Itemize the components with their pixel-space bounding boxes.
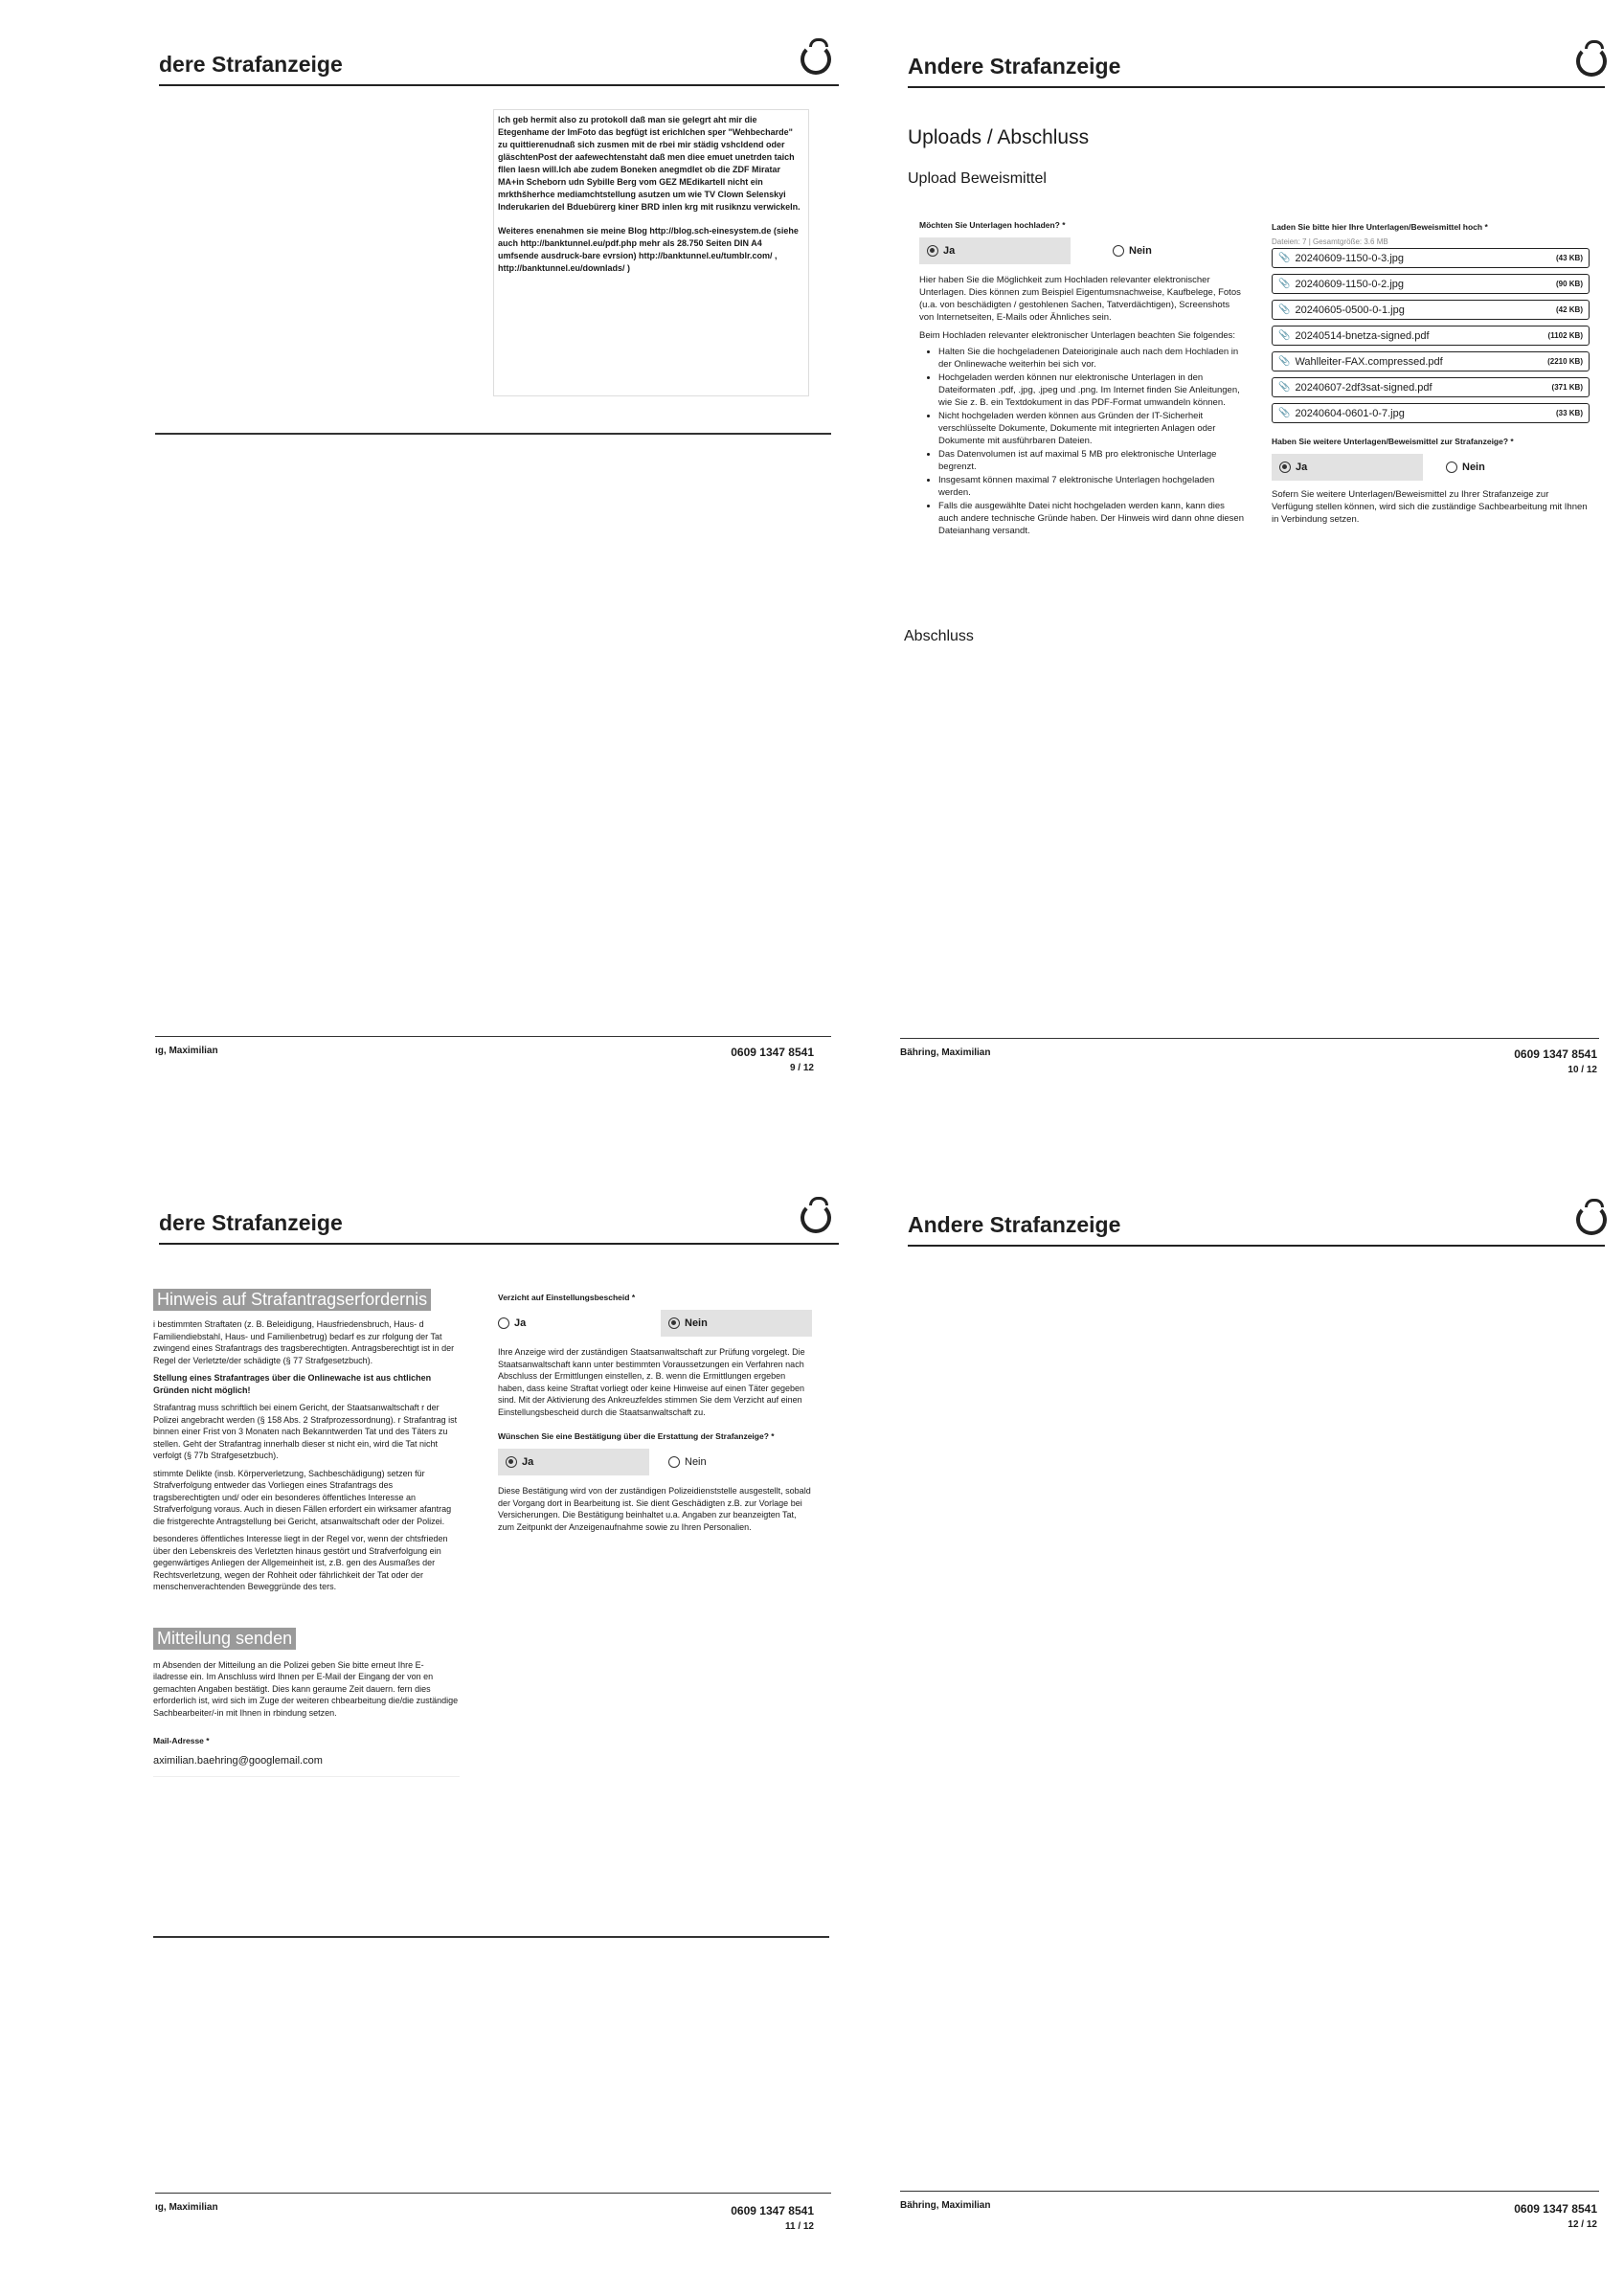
option-label: Ja	[1296, 461, 1308, 473]
footer-number: 0609 1347 8541	[731, 1046, 814, 1059]
file-name: Wahlleiter-FAX.compressed.pdf	[1295, 355, 1443, 368]
blog-reference: Weiteres enenahmen sie meine Blog http://blog.sch-einesystem.de (siehe auch http://banktunnel.eu/pdf.php mehr als 28.750 Seiten DIN A4 umfsende ausdruck-bare evrsion) http://banktunnel.eu/tumblr.com/ , http://banktunnel.eu/downlads/ )	[498, 226, 799, 273]
left-column	[153, 1289, 460, 1777]
more-evidence-label: Haben Sie weitere Unterlagen/Beweismittel zur Strafanzeige? *	[1272, 437, 1514, 446]
file-size: (2210 KB)	[1547, 357, 1583, 366]
paperclip-icon: 📎	[1278, 304, 1291, 315]
page-title: Andere Strafanzeige	[908, 54, 1121, 79]
footer-number: 0609 1347 8541	[1514, 1047, 1597, 1061]
list-item: • Das Datenvolumen ist auf maximal 5 MB pro elektronische Unterlage begrenzt.	[938, 448, 1245, 473]
paperclip-icon: 📎	[1278, 253, 1291, 263]
paperclip-icon: 📎	[1278, 356, 1291, 367]
mitteilung-heading: Mitteilung senden	[153, 1628, 296, 1650]
paperclip-icon: 📎	[1278, 382, 1291, 393]
header-divider	[159, 1243, 839, 1245]
footer-name: Bähring, Maximilian	[900, 2200, 991, 2211]
more-yes-option[interactable]	[1272, 454, 1423, 481]
option-label: Ja	[514, 1317, 527, 1329]
footer-name: Bähring, Maximilian	[900, 1047, 991, 1058]
subsection-heading: Upload Beweismittel	[908, 170, 1047, 187]
radio-empty-icon	[1446, 461, 1457, 473]
section-divider	[153, 1936, 829, 1938]
file-name: 20240514-bnetza-signed.pdf	[1295, 329, 1430, 342]
list-item: • Halten Sie die hochgeladenen Dateioriginale auch nach dem Hochladen in der Onlinewache weiterhin bei sich vor.	[938, 346, 1245, 371]
uploaded-file-row[interactable]	[1272, 248, 1590, 268]
radio-checked-icon	[668, 1317, 680, 1329]
file-list	[1272, 248, 1590, 423]
footer-divider	[900, 2191, 1599, 2192]
file-name: 20240609-1150-0-2.jpg	[1295, 278, 1405, 290]
uploaded-file-row[interactable]	[1272, 274, 1590, 294]
upload-yes-option[interactable]	[919, 237, 1071, 264]
abschluss-heading: Abschluss	[904, 628, 974, 644]
footer-divider	[900, 1038, 1599, 1039]
uploaded-file-row[interactable]	[1272, 326, 1590, 346]
file-size: (1102 KB)	[1547, 331, 1583, 340]
radio-checked-icon	[506, 1456, 517, 1468]
hinweis-paragraph: stimmte Delikte (insb. Körperverletzung, Sachbeschädigung) setzen für Strafverfolgung entweder das Vorliegen eines Strafantrags des tragsberechtigten und/ oder ein besonderes öffentliches Interesse an Strafverfolgung voraus. Auch in diesen Fällen erfordert ein wirksamer afantrag die fristgerechte Antragstellung bei Gericht, atsanwaltschaft oder der Polizei.	[153, 1468, 452, 1526]
more-no-option[interactable]	[1446, 461, 1485, 473]
description-box	[493, 109, 809, 396]
file-size: (90 KB)	[1555, 280, 1583, 288]
radio-empty-icon	[668, 1456, 680, 1468]
police-logo-icon	[801, 1203, 831, 1233]
footer-page: 12 / 12	[1568, 2219, 1597, 2230]
radio-checked-icon	[927, 245, 938, 257]
mitteilung-paragraph: m Absenden der Mitteilung an die Polizei geben Sie bitte erneut Ihre E- iladresse ein. Im Anschluss wird Ihnen per E-Mail der Eingang der von en gemachten Angaben bestätigt. Dies kann geraume Zeit dauern. fern dies erforderlich ist, wird sich im Zuge der weiteren chbearbeitung die/die zuständige Sachbearbeiter/-in mit Ihnen in rbindung setzen.	[153, 1659, 459, 1718]
police-logo-icon	[801, 44, 831, 75]
verzicht-no-option[interactable]	[661, 1310, 812, 1337]
hinweis-paragraph: Strafantrag muss schriftlich bei einem Gericht, der Staatsanwaltschaft r der Polizei angebracht werden (§ 158 Abs. 2 Strafprozessordnung). r Strafantrag ist binnen einer Frist von 3 Monaten nach Bekanntwerden Tat und des Täters zu stellen. Geht der Strafantrag innerhalb dieser st nicht ein, wird die Tat nicht verfolgt (§ 77b Strafgesetzbuch).	[153, 1403, 458, 1460]
upload-intro-text: Hier haben Sie die Möglichkeit zum Hochladen relevanter elektronischer Unterlagen. Dies können zum Beispiel Eigentumsnachweise, Kaufbelege, Fotos (u.a. von beschädigten / gestohlenen Sachen, Tatverdächtigen), Screenshots von Internetseiten, E-Mails oder Ähnliches sein.	[919, 275, 1241, 323]
footer-page: 10 / 12	[1568, 1065, 1597, 1075]
hinweis-heading: Hinweis auf Strafantragserfordernis	[153, 1289, 431, 1311]
radio-empty-icon	[498, 1317, 509, 1329]
uploaded-file-row[interactable]	[1272, 403, 1590, 423]
police-logo-icon	[1576, 1204, 1607, 1235]
bestaetigung-yes-option[interactable]	[498, 1449, 649, 1475]
upload-files-block	[1272, 222, 1590, 526]
file-name: 20240609-1150-0-3.jpg	[1295, 252, 1405, 264]
page-title: dere Strafanzeige	[159, 52, 343, 77]
option-label: Nein	[1462, 461, 1485, 473]
page-10	[900, 38, 1609, 1082]
file-name: 20240604-0601-0-7.jpg	[1295, 407, 1405, 419]
hinweis-paragraph: i bestimmten Straftaten (z. B. Beleidigung, Hausfriedensbruch, Haus- d Familiendiebstahl, Haus- und Familienbetrug) bedarf es zur rfolgung der Tat zwingend eines Strafantrags des tragsberechtigten. Antragsberechtigt ist in der Regel der Verletzte/der schädigte (§ 77 Strafgesetzbuch).	[153, 1319, 455, 1365]
file-size: (371 KB)	[1551, 383, 1583, 392]
list-item: • Falls die ausgewählte Datei nicht hochgeladen werden kann, kann dies auch andere technische Gründe haben. Der Hinweis wird dann ohne diesen Dateianhang versandt.	[938, 500, 1245, 537]
upload-notes-list	[919, 346, 1245, 537]
radio-empty-icon	[1113, 245, 1124, 257]
paperclip-icon: 📎	[1278, 408, 1291, 418]
footer-number: 0609 1347 8541	[1514, 2202, 1597, 2216]
page-11	[153, 1197, 843, 2250]
bestaetigung-label: Wünschen Sie eine Bestätigung über die Erstattung der Strafanzeige? *	[498, 1431, 775, 1441]
header-divider	[159, 84, 839, 86]
uploaded-file-row[interactable]	[1272, 377, 1590, 397]
file-name: 20240605-0500-0-1.jpg	[1295, 304, 1405, 316]
hinweis-warning: Stellung eines Strafantrages über die Onlinewache ist aus chtlichen Gründen nicht möglich!	[153, 1373, 432, 1395]
option-label: Ja	[522, 1456, 534, 1468]
footer-name: ıg, Maximilian	[155, 2202, 218, 2213]
bestaetigung-no-option[interactable]	[668, 1456, 707, 1468]
paperclip-icon: 📎	[1278, 330, 1291, 341]
file-name: 20240607-2df3sat-signed.pdf	[1295, 381, 1432, 394]
option-label: Nein	[685, 1456, 707, 1468]
header-divider	[908, 86, 1605, 88]
upload-question-label: Möchten Sie Unterlagen hochladen? *	[919, 220, 1066, 230]
verzicht-label: Verzicht auf Einstellungsbescheid *	[498, 1293, 636, 1302]
paperclip-icon: 📎	[1278, 279, 1291, 289]
file-size: (42 KB)	[1555, 305, 1583, 314]
section-heading: Uploads / Abschluss	[908, 126, 1090, 148]
option-label: Nein	[685, 1317, 708, 1329]
upload-files-label: Laden Sie bitte hier Ihre Unterlagen/Beweismittel hoch *	[1272, 222, 1488, 232]
verzicht-text: Ihre Anzeige wird der zuständigen Staatsanwaltschaft zur Prüfung vorgelegt. Die Staatsanwaltschaft kann unter bestimmten Voraussetzungen ein Verfahren nach Abschluss der Ermittlungen einstellen, z. B. wenn die Ermittlungen ergeben haben, dass keine Straftat vorliegt oder keine Hinweise auf einen Täter gegeben sind. Mit der Aktivierung des Ankreuzfeldes stimmen Sie dem Verzicht auf einen Einstellungsbescheid durch die Staatsanwaltschaft zu.	[498, 1347, 805, 1417]
police-logo-icon	[1576, 46, 1607, 77]
list-item: • Hochgeladen werden können nur elektronische Unterlagen in den Dateiformaten .pdf, .jpg, .jpeg und .png. Im Internet finden Sie Anleitungen, wie Sie z. B. ein Textdokument in das PDF-Format umwandeln können.	[938, 371, 1245, 409]
header-divider	[908, 1245, 1605, 1247]
upload-meta: Dateien: 7 | Gesamtgröße: 3.6 MB	[1272, 237, 1388, 246]
option-label: Nein	[1129, 245, 1152, 257]
page-title: dere Strafanzeige	[159, 1210, 343, 1235]
uploaded-file-row[interactable]	[1272, 351, 1590, 371]
more-evidence-text: Sofern Sie weitere Unterlagen/Beweismittel zu Ihrer Strafanzeige zur Verfügung stellen können, wird sich die zuständige Sachbearbeitung mit Ihnen in Verbindung setzen.	[1272, 489, 1588, 525]
page-9	[153, 38, 843, 1082]
hinweis-paragraph: besonderes öffentliches Interesse liegt in der Regel vor, wenn der chtsfrieden über den Lebenskreis des Verletzten hinaus gestört und Strafverfolgung ein gegenwärtiges Anliegen der Allgemeinheit ist, z.B. gen des Ausmaßes der Rechtsverletzung, wegen der Rohheit oder fährlichkeit der Tat oder der menschenverachtenden Beweggründe des ters.	[153, 1534, 448, 1591]
mail-input[interactable]: aximilian.baehring@googlemail.com	[153, 1755, 460, 1777]
right-column	[498, 1293, 814, 1533]
upload-no-option[interactable]	[1113, 245, 1152, 257]
file-size: (43 KB)	[1555, 254, 1583, 262]
page-title: Andere Strafanzeige	[908, 1212, 1121, 1237]
bestaetigung-text: Diese Bestätigung wird von der zuständigen Polizeidienststelle ausgestellt, sobald der Vorgang dort in Bearbeitung ist. Sie dient Geschädigten z.B. zur Vorlage bei Versicherungen. Die Bestätigung beinhaltet u.a. Angaben zur beanzeigten Tat, zum Zeitpunkt der Anzeigenaufnahme sowie zu Ihren Personalien.	[498, 1486, 811, 1532]
section-divider	[155, 433, 831, 435]
footer-divider	[155, 2193, 831, 2194]
footer-name: ıg, Maximilian	[155, 1046, 218, 1056]
verzicht-yes-option[interactable]	[498, 1317, 642, 1329]
footer-number: 0609 1347 8541	[731, 2204, 814, 2217]
page-12	[900, 1197, 1609, 2250]
upload-notes-heading: Beim Hochladen relevanter elektronischer Unterlagen beachten Sie folgendes:	[919, 330, 1236, 341]
list-item: • Insgesamt können maximal 7 elektronische Unterlagen hochgeladen werden.	[938, 474, 1245, 499]
uploaded-file-row[interactable]	[1272, 300, 1590, 320]
upload-question-block	[919, 220, 1245, 538]
file-size: (33 KB)	[1555, 409, 1583, 417]
option-label: Ja	[943, 245, 956, 257]
list-item: • Nicht hochgeladen werden können aus Gründen der IT-Sicherheit verschlüsselte Dokumente, Dokumente mit integrierten Anlagen oder Dokumente mit ausführbaren Dateien.	[938, 410, 1245, 447]
footer-page: 9 / 12	[789, 1063, 814, 1073]
mail-label: Mail-Adresse *	[153, 1736, 210, 1745]
description-text: Ich geb hermit also zu protokoll daß man sie gelegrt aht mir die Etegenhame der ImFoto das begfügt ist erichlchen sper "Wehbecharde" zu quittierenudnaß sich zusmen mit de rbei mir städig vshcldend oder gläschtenPost der aafewechtenstaht daß men diee emuet unetrden taich fllen laesn will.Ich abe zudem Boneken anegmdlet ob die ZDF Miratar MA+in Scheborn udn Sybille Berg vom GEZ MEdikartell nicht ein mrkthšherhce mediamchtstellung asutzen um wie TV Clown Selenskyi Inderukarien del Bduebürerg kiner BRD inlen krg mit rusiknzu verwickeln.	[498, 115, 801, 212]
footer-page: 11 / 12	[784, 2221, 814, 2232]
radio-checked-icon	[1279, 461, 1291, 473]
footer-divider	[155, 1036, 831, 1037]
